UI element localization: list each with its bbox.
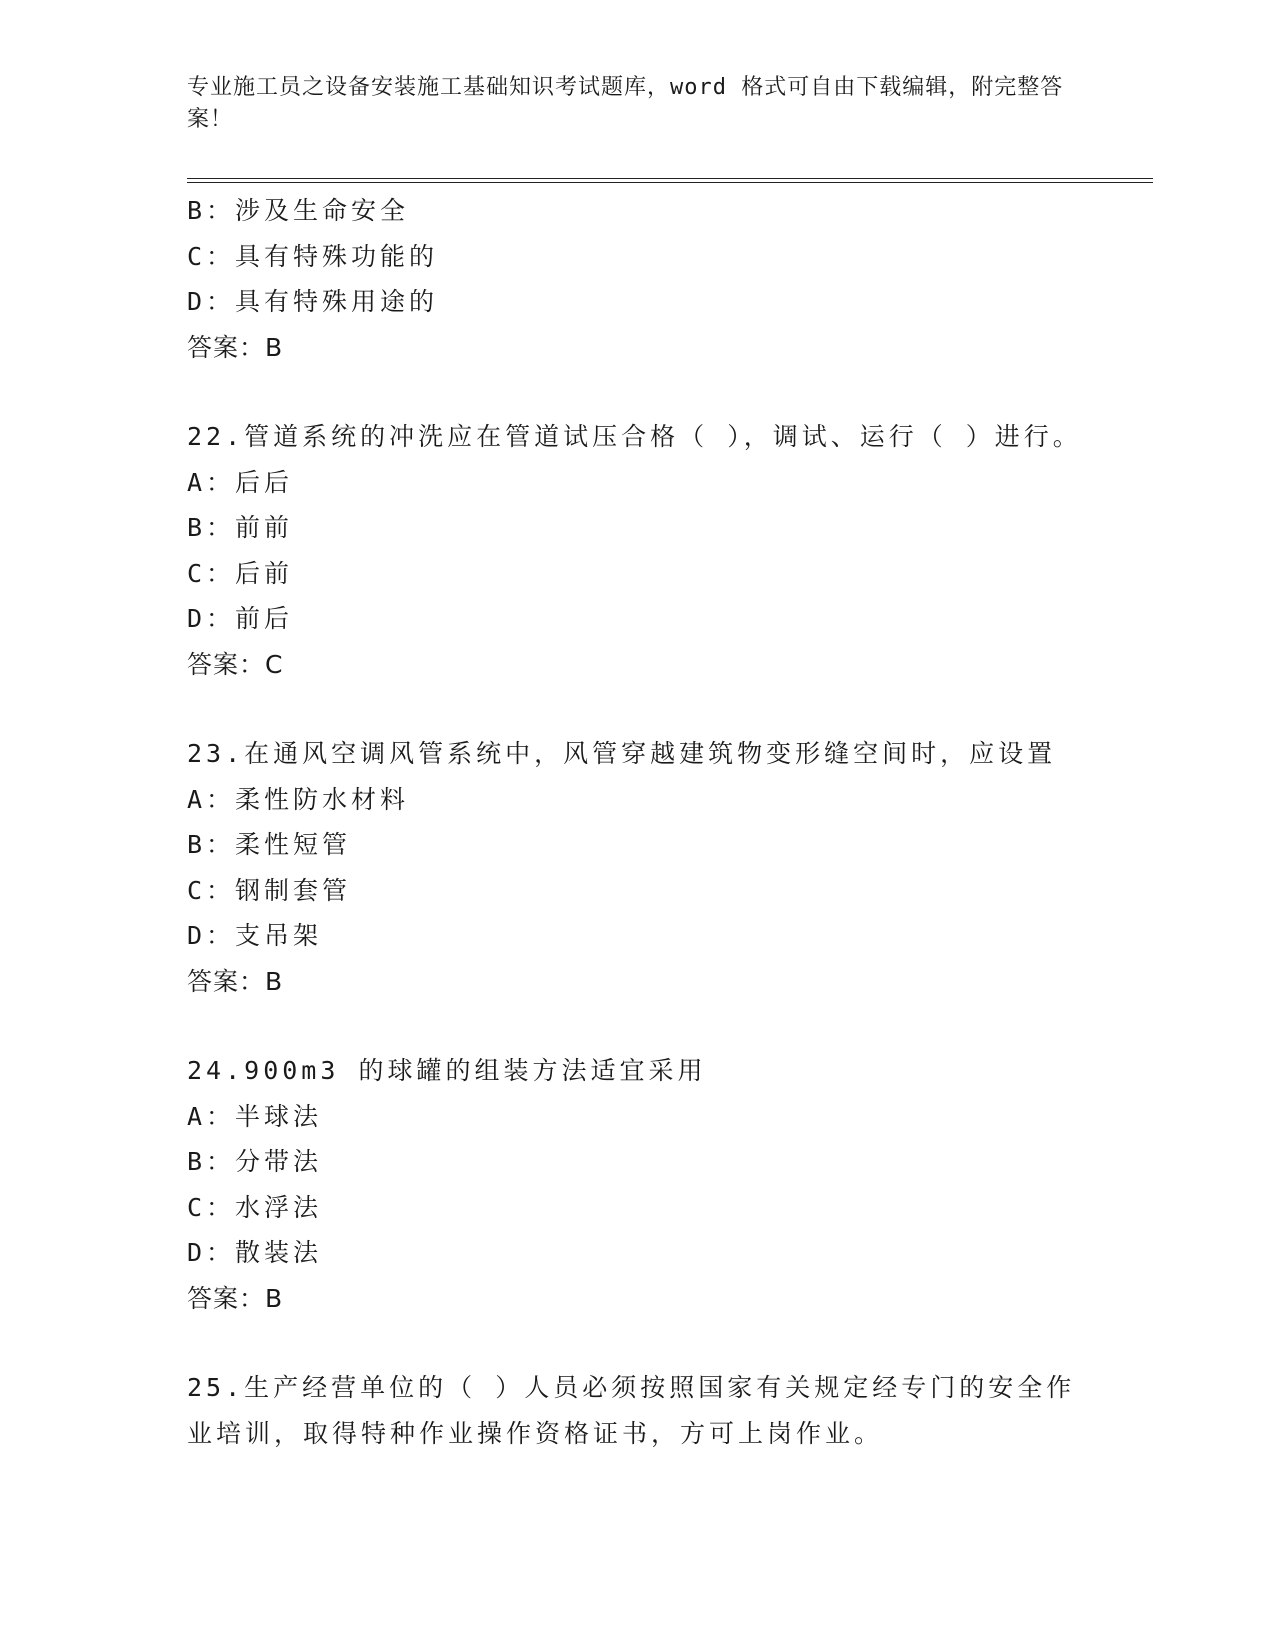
- question-stem-line-1: 25.生产经营单位的（ ）人员必须按照国家有关规定经专门的安全作: [187, 1373, 1076, 1402]
- option-a: A：后后: [187, 467, 294, 497]
- option-b: B：涉及生命安全: [187, 196, 410, 225]
- option-a: A：半球法: [187, 1101, 323, 1131]
- option-b: B：分带法: [187, 1147, 323, 1176]
- answer-line: 答案：B: [187, 1283, 284, 1313]
- option-a: A：柔性防水材料: [187, 784, 410, 814]
- answer-line: 答案：C: [187, 649, 284, 679]
- option-c: C：具有特殊功能的: [187, 241, 439, 271]
- option-b: B：前前: [187, 513, 294, 542]
- question-stem: 23.在通风空调风管系统中，风管穿越建筑物变形缝空间时，应设置: [187, 739, 1057, 768]
- answer-line: 答案：B: [187, 332, 284, 362]
- option-c: C：钢制套管: [187, 875, 352, 905]
- prev-question-block: [187, 188, 1087, 370]
- option-c: C：水浮法: [187, 1192, 323, 1222]
- question-24: [187, 1048, 1087, 1321]
- document-header: 专业施工员之设备安装施工基础知识考试题库，word 格式可自由下载编辑，附完整答案！: [187, 75, 1064, 132]
- answer-line: 答案：B: [187, 966, 284, 996]
- option-d: D：散装法: [187, 1238, 323, 1267]
- question-23: [187, 731, 1087, 1004]
- option-d: D：具有特殊用途的: [187, 287, 439, 316]
- question-stem: 24.900m3 的球罐的组装方法适宜采用: [187, 1056, 707, 1085]
- option-d: D：支吊架: [187, 921, 323, 950]
- option-b: B：柔性短管: [187, 830, 352, 859]
- question-stem-line-2: 业培训，取得特种作业操作资格证书，方可上岗作业。: [187, 1418, 884, 1448]
- question-22: [187, 414, 1087, 687]
- header-divider: [187, 178, 1153, 183]
- option-d: D：前后: [187, 604, 294, 633]
- question-list: [187, 188, 1087, 1456]
- option-c: C：后前: [187, 558, 294, 588]
- question-stem: 22.管道系统的冲洗应在管道试压合格（ ），调试、运行（ ）进行。: [187, 422, 1082, 451]
- question-25: [187, 1365, 1087, 1456]
